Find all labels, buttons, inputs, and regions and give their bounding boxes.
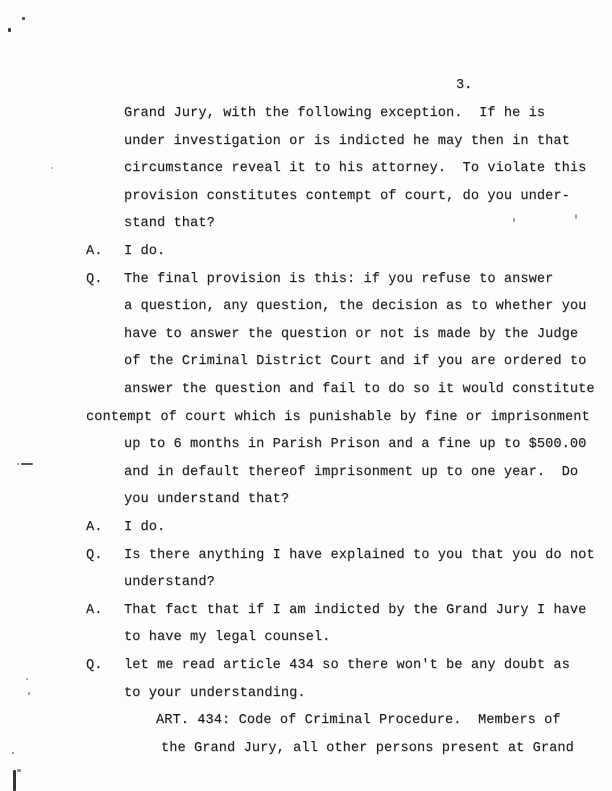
line-text: and in default thereof imprisonment up to one year. Do: [124, 464, 579, 480]
scan-artifact: [513, 218, 515, 222]
line-text: to have my legal counsel.: [124, 630, 331, 646]
transcript-line: [0, 575, 612, 597]
line-text: have to answer the question or not is made by the Judge: [124, 326, 579, 342]
transcript-line: [0, 658, 612, 680]
transcript-line: [0, 520, 612, 542]
speaker-marker: A.: [86, 244, 103, 259]
transcript-line: [0, 410, 612, 432]
transcript-line: [0, 216, 612, 238]
scan-artifact: [21, 463, 33, 465]
transcript-line: [0, 437, 612, 459]
transcript-line: [0, 630, 612, 652]
line-text: Is there anything I have explained to you that you do not: [124, 547, 595, 563]
line-text: stand that?: [124, 216, 215, 232]
line-text: under investigation or is indicted he may then in that: [124, 133, 570, 149]
scan-artifact: [22, 17, 25, 20]
scan-artifact: [575, 214, 577, 219]
line-text: I do.: [124, 244, 166, 259]
transcript-line: [0, 299, 612, 321]
scan-artifact: [51, 167, 53, 169]
speaker-marker: Q.: [86, 547, 103, 563]
scan-artifact: [17, 769, 21, 772]
line-text: a question, any question, the decision as to whether you: [124, 299, 587, 315]
line-text: circumstance reveal it to his attorney. To violate this: [124, 161, 587, 177]
line-text: That fact that if I am indicted by the Grand Jury I have: [124, 602, 587, 618]
transcript-line: [0, 713, 612, 735]
speaker-marker: A.: [86, 602, 103, 618]
transcript-line: [0, 741, 612, 763]
line-text: understand?: [124, 575, 215, 591]
transcript-line: [0, 492, 612, 514]
transcript-line: [0, 161, 612, 183]
speaker-marker: Q.: [86, 658, 103, 673]
line-text: ART. 434: Code of Criminal Procedure. Members of: [156, 713, 561, 729]
scan-artifact: [12, 752, 14, 754]
line-text: of the Criminal District Court and if you are ordered to: [124, 354, 587, 370]
scan-artifact: [13, 770, 16, 791]
transcript-line: [0, 382, 612, 404]
page-number: 3.: [456, 78, 473, 93]
transcript-line: [0, 189, 612, 211]
scan-artifact: [17, 463, 19, 465]
scan-artifact: [28, 692, 30, 695]
line-text: contempt of court which is punishable by fine or imprisonment: [86, 409, 590, 425]
line-text: Grand Jury, with the following exception. If he is: [124, 106, 546, 121]
transcript-line: [0, 465, 612, 487]
scan-artifact: [8, 28, 11, 32]
line-text: to your understanding.: [124, 685, 306, 701]
transcript-line: [0, 354, 612, 376]
line-text: up to 6 months in Parish Prison and a fine up to $500.00: [124, 437, 587, 453]
speaker-marker: A.: [86, 520, 103, 535]
transcript-line: [0, 548, 612, 570]
line-text: The final provision is this: if you refuse to answer: [124, 271, 554, 287]
line-text: the Grand Jury, all other persons present at Grand: [161, 740, 574, 756]
line-text: provision constitutes contempt of court, do you under-: [124, 188, 570, 204]
line-text: let me read article 434 so there won't be any doubt as: [124, 658, 570, 673]
transcript-line: [0, 106, 612, 128]
line-text: I do.: [124, 520, 166, 535]
speaker-marker: Q.: [86, 271, 103, 287]
transcript-line: [0, 686, 612, 708]
scan-artifact: [26, 678, 28, 680]
transcript-line: [0, 603, 612, 625]
transcript-line: [0, 134, 612, 156]
transcript-line: [0, 272, 612, 294]
transcript-line: [0, 327, 612, 349]
line-text: you understand that?: [124, 492, 290, 508]
line-text: answer the question and fail to do so it would constitute: [124, 382, 595, 397]
transcript-line: [0, 244, 612, 266]
